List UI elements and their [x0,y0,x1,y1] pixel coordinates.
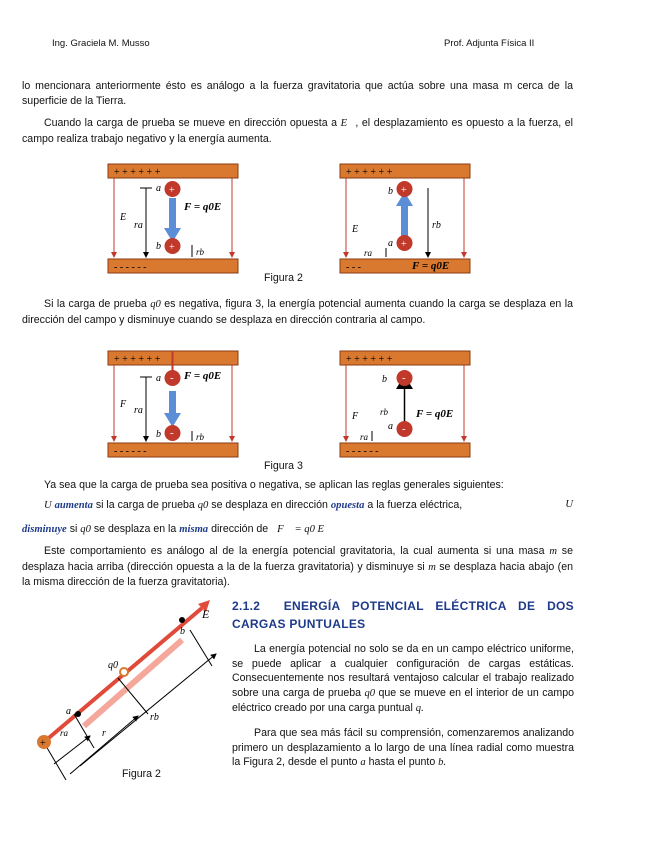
ra-label: ra [134,405,143,416]
svg-text:+ + + + + +: + + + + + + [114,167,161,178]
force-label: F = q0E [416,408,454,420]
svg-text:- - - - - -: - - - - - - [114,446,147,457]
svg-text:-: - [402,423,406,435]
figure-3-caption: Figura 3 [264,460,303,472]
fig3-left-panel [108,351,238,457]
svg-text:+: + [40,738,46,749]
rb-label: rb [196,247,205,257]
point-b-label: b [180,626,185,637]
field-label: E [120,212,127,223]
q0-symbol: q0 [150,299,161,310]
paragraph-opposite-motion: Cuando la carga de prueba se mueve en dirección opuesta a E⃗, el desplazamiento es opuesto a la fuerza, el campo realiza trabajo negativo y la energía aumenta. [22,117,573,145]
keyword-misma: misma [179,524,209,535]
paragraph-two-charges: La energía potencial no solo se da en un campo eléctrico uniforme, se puede aplicar a cualquier configuración de cargas estáticas. Consecuentemente nos resultará ventajoso calcular el trabajo realizado sobre una carga de prueba q0 que se mueve en el interior de un campo eléctrico creado por una carga puntual q. [232,643,575,714]
keyword-aumenta: aumenta [54,500,93,511]
fig3-right-panel [340,351,470,457]
header-role: Prof. Adjunta Física II [444,38,535,49]
section-number: 2.1.2 [232,599,261,613]
paragraph-intro: lo mencionara anteriormente ésto es análogo a la fuerza gravitatoria que actúa sobre una masa m cerca de la superficie de la Tierra. [22,80,573,107]
svg-text:-: - [170,372,174,384]
svg-text:-: - [402,372,406,384]
header-author: Ing. Graciela M. Musso [52,38,150,49]
point-a-label: a [66,706,71,717]
svg-text:+ + + + + +: + + + + + + [346,167,393,178]
field-label: E [352,224,359,235]
field-label: E [202,607,210,621]
rb-label: rb [196,432,205,442]
svg-text:+: + [169,242,175,253]
paragraph-general-rules: Ya sea que la carga de prueba sea positiva o negativa, se aplican las reglas generales siguientes: [44,479,504,491]
force-equation: F⃗ = q0 E⃗ [277,524,333,535]
figure-radial-charges [30,596,230,786]
point-b-label: b [388,186,393,197]
ra-label: ra [360,432,369,442]
rb-label: rb [432,220,441,231]
paragraph-radial-path: Para que sea más fácil su comprensión, comenzaremos analizando primero un desplazamiento a lo largo de una línea radial como muestra la Figura 2, desde el punto a hasta el punto b. [232,727,574,768]
section-title: ENERGÍA POTENCIAL ELÉCTRICA DE DOS CARGAS PUNTUALES [232,599,574,631]
ra-label: ra [60,728,69,738]
field-label: F [352,411,359,422]
svg-text:+: + [401,239,407,250]
svg-text:+: + [169,185,175,196]
svg-text:- - - - - -: - - - - - - [114,262,147,273]
q0-label: q0 [108,660,118,671]
rb-label: rb [380,407,389,417]
figure-2-caption: Figura 2 [264,272,303,284]
point-b-label: b [156,241,161,252]
point-a-label: a [156,373,161,384]
svg-text:+ + + + + +: + + + + + + [346,354,393,365]
svg-text:-: - [170,427,174,439]
point-a-label: a [388,421,393,432]
fig2-right-panel [340,164,470,273]
figure-2-plates [100,160,490,285]
rule-decrease: disminuye si q0 se desplaza en la misma dirección de F⃗ = q0 E⃗ [22,523,333,535]
force-label: F = q0E [412,260,450,272]
svg-text:+: + [401,185,407,196]
svg-text:- - -: - - - [346,262,361,273]
field-label: F [120,399,127,410]
point-b-label: b [156,429,161,440]
svg-text:+ + + + + +: + + + + + + [114,354,161,365]
field-symbol: E⃗ [340,118,356,129]
keyword-disminuye: disminuye [22,524,67,535]
rb-label: rb [150,712,159,723]
keyword-opuesta: opuesta [330,500,365,511]
ra-label: ra [364,248,373,258]
r-label: r [102,728,106,739]
ra-label: ra [134,220,143,231]
force-label: F = q0E [184,201,222,213]
point-a-label: a [388,238,393,249]
figure-radial-caption: Figura 2 [122,768,161,780]
section-heading [232,597,574,633]
paragraph-gravity-analogy: Este comportamiento es análogo al de la energía potencial gravitatoria, la cual aumenta si una masa m se desplaza hacia arriba (dirección opuesta a la de la fuerza gravitatoria) y disminuye si m se desplaza hacia abajo (en la misma dirección de la fuerza gravitatoria). [22,545,573,588]
force-label: F = q0E [184,370,222,382]
point-a-label: a [156,183,161,194]
rule-increase: U aumenta si la carga de prueba q0 se desplaza en dirección opuesta a la fuerza eléctrica, U [44,499,573,511]
fig2-left-panel [108,164,238,273]
figure-3-plates [100,345,490,463]
point-b-label: b [382,374,387,385]
paragraph-negative-charge: Si la carga de prueba q0 es negativa, figura 3, la energía potencial aumenta cuando la carga se desplaza en la dirección del campo y disminuye cuando se desplaza en dirección contraria al campo. [22,298,573,326]
svg-text:- - - - - -: - - - - - - [346,446,379,457]
